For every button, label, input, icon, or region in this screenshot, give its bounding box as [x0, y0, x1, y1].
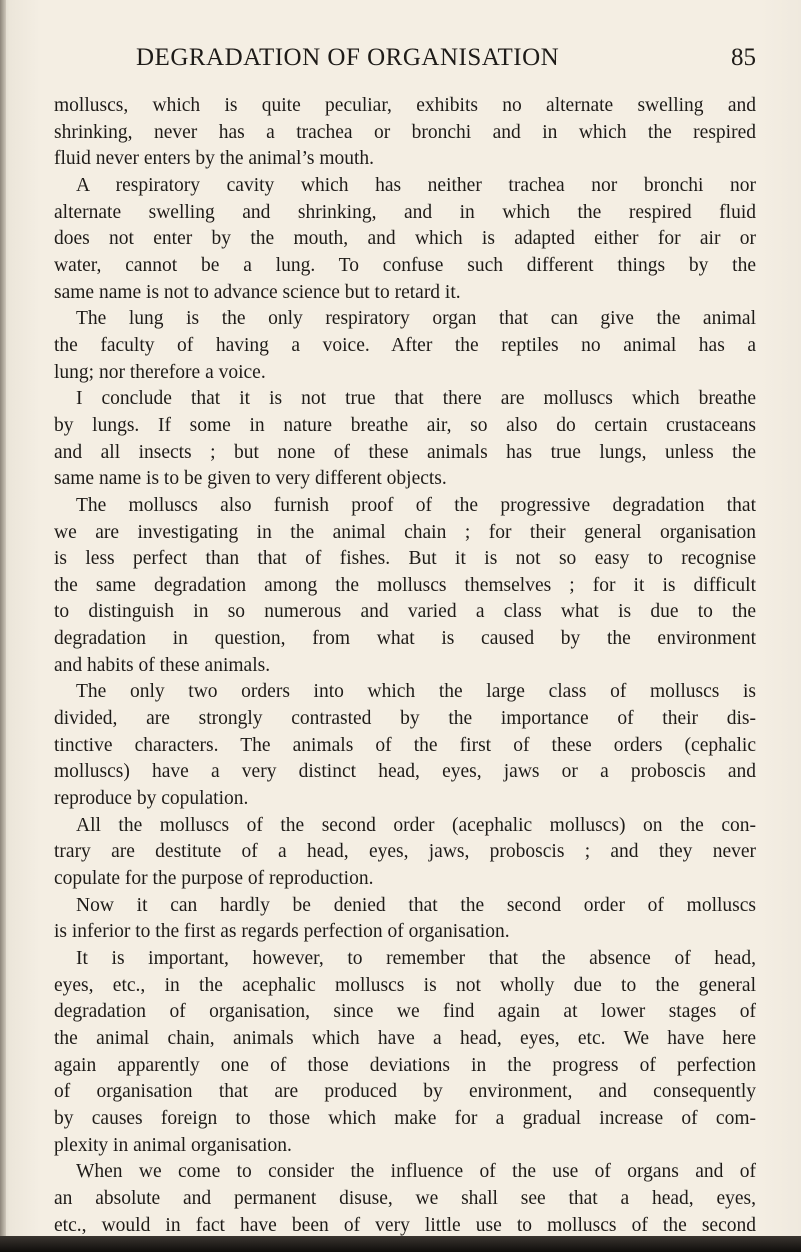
text-line: an absolute and permanent disuse, we shall see that a head, eyes, — [54, 1187, 756, 1209]
text-line: Now it can hardly be denied that the second order of molluscs — [76, 894, 756, 916]
text-line: we are investigating in the animal chain ; for their general organisation — [54, 521, 756, 543]
text-line: molluscs, which is quite peculiar, exhibits no alternate swelling and — [54, 95, 756, 116]
page-binding-edge — [0, 0, 6, 1252]
text-line: molluscs) have a very distinct head, eyes, jaws or a proboscis and — [54, 761, 756, 783]
text-line: does not enter by the mouth, and which is adapted either for air or — [54, 228, 756, 250]
text-line: All the molluscs of the second order (acephalic molluscs) on the con- — [76, 814, 756, 836]
text-line: etc., would in fact have been of very little use to molluscs of the second — [54, 1214, 756, 1236]
text-line: fluid never enters by the animal’s mouth. — [54, 148, 375, 170]
text-line: reproduce by copulation. — [54, 788, 249, 810]
text-line: water, cannot be a lung. To confuse such different things by the — [54, 254, 756, 276]
text-line: A respiratory cavity which has neither trachea nor bronchi nor — [76, 174, 756, 196]
text-line: is inferior to the first as regards perfection of organisation. — [54, 921, 510, 943]
text-line: The molluscs also furnish proof of the progressive degradation that — [76, 494, 756, 516]
text-line: trary are destitute of a head, eyes, jaws, proboscis ; and they never — [54, 841, 756, 863]
text-line: lung; nor therefore a voice. — [54, 361, 266, 383]
text-line: degradation in question, from what is caused by the environment — [54, 628, 756, 650]
text-line: It is important, however, to remember that the absence of head, — [76, 948, 756, 969]
text-line: the same degradation among the molluscs themselves ; for it is difficult — [54, 574, 756, 596]
text-line: degradation of organisation, since we find again at lower stages of — [54, 1001, 756, 1023]
text-line: plexity in animal organisation. — [54, 1134, 292, 1156]
text-line: same name is to be given to very different objects. — [54, 468, 447, 490]
text-line: I conclude that it is not true that there are molluscs which breathe — [76, 388, 756, 410]
text-line: to distinguish in so numerous and varied a class what is due to the — [54, 601, 756, 623]
page-bottom-shadow — [0, 1236, 801, 1252]
body-text — [54, 93, 756, 1239]
text-line: the faculty of having a voice. After the reptiles no animal has a — [54, 334, 756, 356]
text-line: again apparently one of those deviations in the progress of perfection — [54, 1054, 756, 1076]
text-line: When we come to consider the influence of the use of organs and of — [76, 1161, 756, 1183]
text-line: by lungs. If some in nature breathe air, so also do certain crustaceans — [54, 414, 756, 436]
text-line: is less perfect than that of fishes. But it is not so easy to recognise — [54, 548, 756, 570]
text-line: The lung is the only respiratory organ that can give the animal — [76, 308, 756, 330]
text-line: of organisation that are produced by environment, and consequently — [54, 1081, 756, 1103]
text-line: divided, are strongly contrasted by the importance of their dis- — [54, 708, 756, 730]
page-number: 85 — [731, 44, 756, 71]
text-line: shrinking, never has a trachea or bronchi and in which the respired — [54, 121, 756, 143]
text-line: same name is not to advance science but to retard it. — [54, 281, 461, 303]
text-line: and all insects ; but none of these animals has true lungs, unless the — [54, 441, 756, 463]
text-line: eyes, etc., in the acephalic molluscs is not wholly due to the general — [54, 974, 756, 996]
text-line: by causes foreign to those which make for a gradual increase of com- — [54, 1107, 756, 1129]
text-line: copulate for the purpose of reproduction. — [54, 868, 374, 890]
text-line: and habits of these animals. — [54, 654, 271, 676]
running-title: DEGRADATION OF ORGANISATION — [136, 44, 560, 71]
page-header — [136, 44, 756, 78]
text-line: tinctive characters. The animals of the first of these orders (cephalic — [54, 734, 756, 756]
text-line: The only two orders into which the large class of molluscs is — [76, 681, 756, 703]
text-line: the animal chain, animals which have a head, eyes, etc. We have here — [54, 1027, 756, 1049]
text-line: alternate swelling and shrinking, and in which the respired fluid — [54, 201, 756, 223]
